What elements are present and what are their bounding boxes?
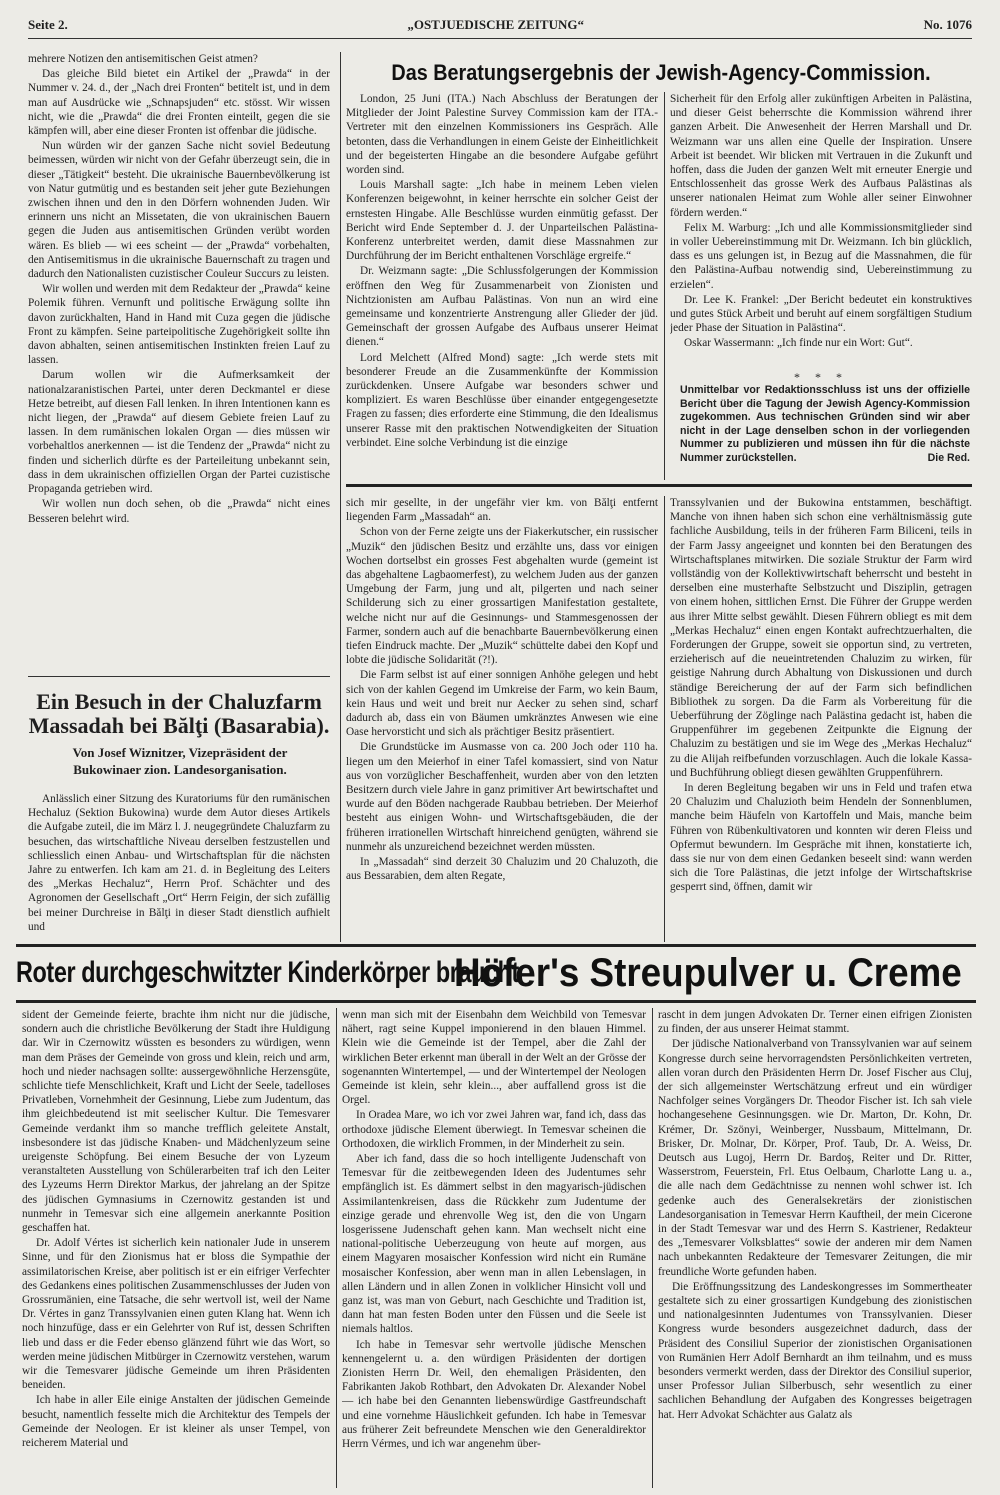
paragraph: mehrere Notizen den antisemitischen Geist atmen? <box>28 53 258 65</box>
paragraph: Schon von der Ferne zeigte uns der Fiakerkutscher, ein russischer „Muzik“ den jüdischen Besitz und erzählte uns, dass vor einigen Wochen dortselbst ein grosses Fest abgehalten wurde (gemeint ist das abgehaltene Lagbaomerfest), zu welchem Juden aus der ganzen Umgebung der Farm, jung und alt, pilgerten und nach seiner Schilderung sich zu einer grossartigen Manifestation gestaltete, welche nicht nur auf die Gesinnungs- und Stammesgenossen der Farmer, sondern auch auf die benachbarte Bauernbevölkerung einen tiefen Eindruck machte. Der „Muzik“ schüttelte dabei den Kopf und lobte die jüdische Solidarität (?!). <box>346 526 658 667</box>
paragraph: Das gleiche Bild bietet ein Artikel der „Prawda“ in der Nummer v. 24. d., der „Nach drei Fronten“ betitelt ist, und in dem man auf Ausdrücke wie „Schnapsjuden“ etc. stösst. Wir wissen nicht, wie die „Prawda“ die drei Fronten einteilt, gegen die sie kämpfen will, aber eine dieser Fronten ist offenbar die jüdische. <box>28 68 330 138</box>
issue-number: No. 1076 <box>923 17 972 32</box>
article-chaluzfarm-col2 <box>346 496 658 942</box>
page-header <box>28 12 972 39</box>
article-chaluzfarm-col1 <box>28 792 330 940</box>
paragraph: Dr. Adolf Vértes ist sicherlich kein nationaler Jude in unserem Sinne, und für den Zionismus hat er bloss die Sympathie der assimilatorischen Kreise, aber politisch ist er ein eifriger Verfechter des Gedankens eines politischen Zusammenschlusses der Juden von Grossrumänien, eine Tatsache, die sehr wertvoll ist, weil der Name Dr. Vértes in ganz Transsylvanien einen guten Klang hat. Wenn ich noch hinzufüge, dass er ein Gelehrter von Ruf ist, dessen Schriften lieb und dass er die Feder ebenso glänzend führt wie das Wort, so werden meine jüdischen Mitbürger in Czernowitz verstehen, warum wir die Temesvarer jüdische Gemeinde um ihren Präsidenten beneiden. <box>22 1237 330 1392</box>
paragraph: Wir wollen nun doch sehen, ob die „Prawda“ nicht eines Besseren belehrt wird. <box>28 498 330 525</box>
paragraph: Dr. Lee K. Frankel: „Der Bericht bedeutet ein konstruktives und gutes Stück Arbeit und beruht auf einem sorgfältigen Studium jeder Phase der Situation in Palästina“. <box>670 293 972 335</box>
paragraph: rascht in dem jungen Advokaten Dr. Terner einen eifrigen Zionisten zu finden, der aus unserer Heimat stammt. <box>658 1009 972 1036</box>
paragraph: In „Massadah“ sind derzeit 30 Chaluzim und 20 Chaluzoth, die aus Bessarabien, dem alten Regate, <box>346 856 658 883</box>
article-temesvar-col2 <box>342 1008 646 1488</box>
paragraph: Louis Marshall sagte: „Ich habe in meinem Leben vielen Konferenzen beigewohnt, in keiner herrschte ein solcher Geist der ernstesten Hingabe. Alle Beschlüsse wurden einmütig gefasst. Der Bericht wird Ende September d. J. der Unparteilschen Palästina-Konferenz unterbreitet werden, damit diese Massnahmen zur Durchführung der im Bericht enthaltenen Vorschläge ergreife.“ <box>346 179 658 263</box>
editorial-notice <box>680 384 970 465</box>
paragraph: Der jüdische Nationalverband von Transsylvanien war auf seinem Kongresse durch seine hervorragendsten Persönlichkeiten vertreten, allen voran durch den Präsidenten Herrn Dr. Josef Fischer aus Cluj, der sich allgemeinster Wertschätzung erfreut und ein würdiger Nachfolger seines Vorgängers Dr. Theodor Fischer ist. Ich sah viele hochangesehene Gesinnungsgen. wie Dr. Marton, Dr. Kohn, Dr. Krémer, Dr. Szönyi, Weinberger, Nussbaum, Mittelmann, Dr. Brisker, Dr. Molnar, Dr. Körper, Prof. Taub, Dr. A. Weiss, Dr. Deutsch aus Lugoj, Herrn Dr. Bardoş, Reiter und Dr. Ritter, Wasserstrom, Feuerstein, Frl. Etus Oelbaum, Charlotte Lang u. a., die alle nach dem Gedächtnisse zu nennen wohl schwer ist. Ich gedenke auch des Generalsekretärs der zionistischen Landesorganisation in Temesvar Herrn Kauftheil, der mein Cicerone in der Stadt Temesvar war und des Herrn S. Kastriener, Redakteur des „Temesvarer Volksblattes“ sowie der anderen mir dem Namen nach unbekannten Redakteure der Temesvarer Zeitungen, die mir freundliche Worte gefunden haben. <box>658 1038 972 1278</box>
paragraph: Darum wollen wir die Aufmerksamkeit der nationalzaranistischen Partei, unter deren Deckmantel er diese Hetze betreibt, auf diesen Fall lenken. In ihren Intentionen kann es nicht liegen, der „Prawda“ auf diesem Gebiete freien Lauf zu lassen. In dem rumänischen lokalen Organ — dies müssen wir vorbehaltlos anerkennen — ist die Tendenz der „Prawda“ nicht zu finden und sicherlich dürfte es der Parteileitung unbekannt sein, dass in dem ukrainischen offiziellen Organ der Partei cuzistische Propaganda getrieben wird. <box>28 369 330 496</box>
section-separator-stars: * * * <box>794 370 848 384</box>
paragraph: Anlässlich einer Sitzung des Kuratoriums für den rumänischen Hechaluz (Sektion Bukowina) wurde dem Autor dieses Artikels die Aufgabe zuteil, die im März l. J. neugegründete Chaluzfarm zu besuchen, das wirtschaftliche Niveau derselben festzustellen und schliesslich einen Anbau- und Wirtschaftsplan für die nächsten Jahre zu entwerfen. Ich kam am 21. d. in Begleitung des Leiters des „Merkas Hechaluz“, Herrn Prof. Schächter und des Agronomen der Gesellschaft „Ort“ Herrn Feigin, der sich zufällig bei meiner Durchreise in Bălţi in dieser Stadt dienstlich aufhielt und <box>28 793 330 933</box>
ad-text-part1: Roter durchgeschwitzter Kinderkörper braucht <box>16 956 519 989</box>
paragraph: London, 25 Juni (ITA.) Nach Abschluss der Beratungen der Mitglieder der Joint Palestine Survey Commission kam der ITA.-Vertreter mit den einzelnen Kommissioners ins Gespräch. Alle betonten, dass die Verhandlungen in einem Geiste der Einheitlichkeit und der begeisterten Hingabe an die besondere Aufgabe geführt worden sind. <box>346 93 658 177</box>
notice-signature: Die Red. <box>927 451 970 464</box>
paragraph: Transsylvanien und der Bukowina entstammen, beschäftigt. Manche von ihnen haben sich schon eine verhältnismässig gute fachliche Ausbildung, teils in der früheren Farm Biliceni, teils in der Farm Jassy angeeignet und konnten bei den Beratungen des Wirtschaftsplanes mitwirken. Die soziale Struktur der Farm wird vollständig von der Kollektivwirtschaft beherrscht und besteht in derselben eine musterhafte Selbstzucht und Disziplin, getragen von einem hohen, sittlichen Ernst. Die Führer der Gruppe werden aus ihrer Mitte selbst gewählt. Diesen Führern obliegt es mit dem „Merkas Hechaluz“ einen engen Kontakt aufrechtzuerhalten, die Forderungen der Gruppe, soweit sie opportun sind, zu vertreten, erzieherisch auf die neueintretenden Chaluzim zu wirken, für geistige Nahrung durch Abhaltung von Diskussionen und durch ständige Bereicherung der auf der Farm sich befindlichen Bibliothek zu sorgen. Da die Farm als Vorbereitung für die Ueberführung der Zöglinge nach Palästina gedacht ist, haben die Gruppenführer im gegebenen Zeitpunkte die Eignung der Chaluzim zu bestätigen und sie im Wege des „Merkas Hechaluz“ zu die Alijah reifbefunden vorzuschlagen. Auch die lokale Kassa- und Buchführung obliegt diesen gewählten Gruppenführern. <box>670 497 972 779</box>
article-chaluzfarm-title: Ein Besuch in der Chaluzfarm Massadah bei Bălţi (Basarabia). <box>28 689 330 738</box>
advertisement-hoefer-streupulver <box>16 948 976 998</box>
article-prawda <box>28 52 330 672</box>
article-temesvar-col3 <box>658 1008 972 1488</box>
article-temesvar-col1 <box>22 1008 330 1488</box>
paragraph: Sicherheit für den Erfolg aller zukünftigen Arbeiten in Palästina, und dieser Geist beherrschte die Kommission während ihrer ganzen Arbeit. Die Anwesenheit der Herren Marshall und Dr. Weizmann war uns allen eine Quelle der Inspiration. Unsere Arbeit ist beendet. Wir blicken mit Vertrauen in die Zukunft und hoffen, dass die Juden der ganzen Welt mit erneuter Energie und Entschlossenheit das grosse Werk des Aufbaus Palästinas als unserer nationalen Heimat zum Wohle aller seiner Einwohner fördern werden.“ <box>670 93 972 219</box>
page-number: Seite 2. <box>28 17 68 32</box>
paragraph: Die Farm selbst ist auf einer sonnigen Anhöhe gelegen und hebt sich von der kahlen Gegend im Umkreise der Farm, wo kein Baum, kein Haus und weit und breit nur Aecker zu sehen sind, scharf dadurch ab, dass ein von Bäumen umkränztes Anwesen wie eine Oase hervorsticht und sich als prächtiger Besitz präsentiert. <box>346 669 658 739</box>
article-jewish-agency-col2 <box>670 92 972 364</box>
paragraph: wenn man sich mit der Eisenbahn dem Weichbild von Temesvar nähert, ragt seine Kuppel imponierend in den blauen Himmel. Klein wie die Gemeinde ist der Tempel, aber die Zahl der wirklichen Beter erkennt man überall in der Welt an der Grösse der sogenannten Wintertempel, — und der Wintertempel der Neologen Gemeinde ist klein, sehr klein..., aber auffallend gross ist die Orgel. <box>342 1009 646 1107</box>
paragraph: Ich habe in aller Eile einige Anstalten der jüdischen Gemeinde besucht, namentlich fesselte mich die Architektur des Tempels der Gemeinde der Neologen. Er ist kleiner als unser Tempel, von reicherem Material und <box>22 1394 330 1450</box>
notice-text: Unmittelbar vor Redaktionsschluss ist uns der offizielle Bericht über die Tagung der Jewish Agency-Kommission zugekommen. Aus technischen Gründen sind wir aber nicht in der Lage denselben schon in der vorliegenden Nummer zu publizieren und müssen ihn für die nächste Nummer zurückstellen. <box>680 384 970 464</box>
paragraph: Ich habe in Temesvar sehr wertvolle jüdische Menschen kennengelernt u. a. den würdigen Präsidenten der dortigen Zionisten Herrn Dr. Weil, den ehemaligen Präsidenten, den Fabrikanten Jakob Rothbart, den Advokaten Dr. Alexander Nobel — ich habe bei den Genannten liebenswürdige Gastfreundschaft und eine vornehme Häuslichkeit gefunden. Ich habe in Temesvar aus früherer Zeit befreundete Menschen wie den Generaldirektor Herrn Vérmes, und ich war angenehm über- <box>342 1338 646 1451</box>
article-chaluzfarm-col3 <box>670 496 972 942</box>
paragraph: Wir wollen und werden mit dem Redakteur der „Prawda“ keine Polemik führen. Vernunft und politische Erwägung sollte ihn davon zurückhalten, Hand in Hand mit Cuza gegen die jüdische Front zu kämpfen. Seine parteipolitische Zugehörigkeit sollte ihn davon abhalten, seinen antisemitischen Instinkten freien Lauf zu lassen. <box>28 283 330 367</box>
ad-text-part2: Höfer's Streupulver u. Creme <box>454 950 962 995</box>
paragraph: sich mir gesellte, in der ungefähr vier km. von Bălţi entfernt liegenden Farm „Massadah“ an. <box>346 497 658 524</box>
paragraph: Felix M. Warburg: „Ich und alle Kommissionsmitglieder sind in voller Uebereinstimmung mit Dr. Weizmann. Ich bin glücklich, dass es uns gelungen ist, in Bezug auf die Massnahmen, die für den Palästina-Aufbau notwendig sind, Uebereinstimmung zu erzielen“. <box>670 221 972 291</box>
paragraph: Oskar Wassermann: „Ich finde nur ein Wort: Gut“. <box>684 337 913 350</box>
newspaper-name: „OSTJUEDISCHE ZEITUNG“ <box>407 17 584 32</box>
paragraph: sident der Gemeinde feierte, brachte ihm nicht nur die jüdische, sondern auch die christliche Bevölkerung der Stadt ihre Huldigung dar. Wir in Czernowitz wüssten es besonders zu würdigen, wenn man dem Präses der Gemeinde von gross und klein, reich und arm, hoch und nieder nachsagen sollte: aussergewöhnliche Herzensgüte, schlichte tiefe Menschlichkeit, Kraft und Licht der Seele, tadelloses Privatleben, Vornehmheit der Gesinnung, Liebe zum Judentum, das ihm gleichbedeutend ist mit seelischer Kultur. Die Temesvarer Gemeinde verdankt ihm so manche trefflich geleitete Anstalt, insbesondere ist das jüdische Knaben- und Mädchenlyzeum seine ureigenste Schöpfung. Bei einem Besuche der von Lyzeum veranstalteten Ausstellung von Schülerarbeiten traf ich den Leiter des Lyzeums Herrn Direktor Markus, der jahrelang an der Spitze des jüdischen Gymnasiums in Czernowitz gestanden ist und nunmehr in Temesvar sich eine allgemein anerkannte Position geschaffen hat. <box>22 1009 330 1235</box>
paragraph: In Oradea Mare, wo ich vor zwei Jahren war, fand ich, dass das orthodoxe jüdische Element überwiegt. In Temesvar scheinen die Orthodoxen, die wirklich Frommen, in der Minderheit zu sein. <box>342 1109 646 1150</box>
paragraph: Nun würden wir der ganzen Sache nicht soviel Bedeutung beimessen, würden wir nicht von der Gefahr überzeugt sein, die in dieser „Tätigkeit“ besteht. Die ukrainische Bauernbevölkerung ist von Natur gutmütig und es bestanden seit jeher gute Beziehungen zwischen ihnen und den in den Dörfern wohnenden Juden. Wir erinnern uns nicht an Missetaten, die von ukrainischen Bauern gegen die Juden aus antisemitischen Gründen verübt worden wären. Es blieb — wi ees scheint — der „Prawda“ vorbehalten, den Antisemitismus in die ukrainische Bauernschaft zu tragen und dadurch den Nationalisten cuzistischer Couleur Succurs zu leisten. <box>28 140 330 281</box>
paragraph: In deren Begleitung begaben wir uns in Feld und trafen etwa 20 Chaluzim und Chaluzioth beim Hendeln der Sonnenblumen, manche beim Häufeln von Kartoffeln und Mais, manche beim Führen von Rübenkultivatoren und konnten wir deren Fleiss und Opfermut bewundern. Im Gespräche mit ihnen, konstatierte ich, dass sie nur von dem einen Gedanken beseelt sind: wann werden sich die Tore Palästinas, die jetzt infolge der Wirtschaftskrise gesperrt sind, öffnen, damit wir <box>670 782 972 894</box>
paragraph: Die Eröffnungssitzung des Landeskongresses im Sommertheater gestaltete sich zu einer grossartigen Kundgebung des zionistischen und nationalgesinnten Judentumes von Transsylvanien. Dieser Kongress wurde besonders ausgezeichnet dadurch, dass der Präsident des Consiliul Superior der zionistischen Organisationen von Rumänien Herr Adolf Bernhardt an ihm teilnahm, und es muss besonders vermerkt werden, dass der Direktor des Consiliul superior, unser Professor Julian Silberbusch, sehr wesentlich zu einer sachlichen Behandlung der Aufgaben des Kongresses beigetragen hat. Herr Advokat Schächter aus Galatz als <box>658 1280 972 1421</box>
paragraph: Dr. Weizmann sagte: „Die Schlussfolgerungen der Kommission eröffnen den Weg für Zusammenarbeit von Zionisten und Nichtzionisten am Aufbau Palästinas. Von nun an wird eine gemeinsame und konzentrierte Anstrengung aller Glieder der jüd. Gemeinschaft der grossen Aufgabe des Aufbaus unserer Heimat dienen.“ <box>346 265 658 349</box>
article-chaluzfarm-byline: Von Josef Wiznitzer, Vizepräsident der Bukowinaer zion. Landesorganisation. <box>72 745 288 777</box>
paragraph: Die Grundstücke im Ausmasse von ca. 200 Joch oder 110 ha. liegen um den Meierhof in einer Tafel komassiert, sind von Natur aus von vorzüglicher Beschaffenheit, wurden aber von den letzten Besitzern durch viele Jahre in ganz primitiver Art bewirtschaftet und wurde auf den Böden nachgerade Raubbau betrieben. Der Meierhof besteht aus einigen Wohn- und Wirtschaftsgebäuden, die der früheren irrationellen Wirtschaft hinreichend genügten, während sie nunmehr als unzureichend bezeichnet werden müssten. <box>346 741 658 853</box>
paragraph: Aber ich fand, dass die so hoch intelligente Judenschaft von Temesvar für die zeitbewegenden Ideen des Judentumes sehr empfänglich ist. Es dämmert selbst in den magyarisch-jüdischen Assimilantenkreisen, dass die Rückkehr zum Judentume der einzige gerade und ehrenvolle Weg ist, den die von Ungarn losgerissene Judenschaft gehen kann. Man wechselt nicht eine national-politische Ueberzeugung von heute auf morgen, aus einem Magyaren mosaischer Konfession wird nicht ein Rumäne mosaischer Konfession, aber wenn man in allen Lebenslagen, in allen Ländern und in allen Zonen in volklicher Hinsicht voll und ganz ist, was man von Geburt, nach Geschichte und Tradition ist, dann hat man festen Boden unter den Füssen und die Seele ist niemals haltlos. <box>342 1153 646 1336</box>
article-jewish-agency-headline: Das Beratungsergebnis der Jewish-Agency-Commission. <box>391 60 931 85</box>
paragraph: Lord Melchett (Alfred Mond) sagte: „Ich werde stets mit besonderer Freude an die Zusammenkünfte der Kommission zurückdenken. Unsere Aufgabe war besonders schwer und kompliziert. Es waren Beschlüsse über einander entgegengesetzte Fragen zu fassen; dies erforderte eine Stimmung, die den Idealismus unserer Rasse mit den praktischen Notwendigkeiten der Situation verbindet. Eine solche Verbindung ist die einzige <box>346 351 658 449</box>
article-jewish-agency-col1 <box>346 92 658 478</box>
